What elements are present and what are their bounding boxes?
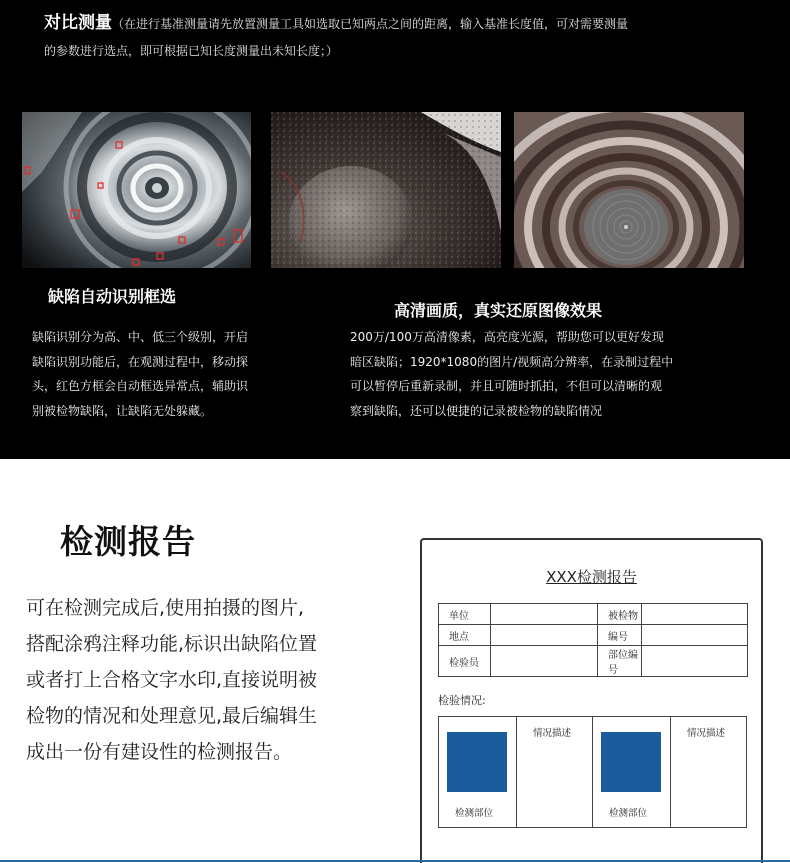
situation-box xyxy=(438,716,593,828)
report-section-title: 检测报告 xyxy=(60,522,196,561)
text-line: 搭配涂鸦注释功能,标识出缺陷位置 xyxy=(26,633,318,655)
text-line: 可在检测完成后,使用拍摄的图片, xyxy=(26,597,305,619)
text-line: 成出一份有建设性的检测报告。 xyxy=(26,741,293,763)
divider xyxy=(670,717,671,827)
report-info-table xyxy=(438,603,748,677)
situation-description-label: 情况描述 xyxy=(687,728,726,739)
report-description xyxy=(26,590,386,770)
report-doc-title: XXX检测报告 xyxy=(546,568,637,586)
table-row xyxy=(439,646,748,677)
table-cell-label: 编号 xyxy=(598,625,642,646)
table-cell-blank xyxy=(642,646,748,677)
hd-quality-photo-1 xyxy=(271,112,501,268)
text-line: 200万/100万高清像素，高亮度光源，帮助您可以更好发现 xyxy=(350,330,664,344)
inspection-photo-placeholder xyxy=(601,732,661,792)
table-cell-blank xyxy=(642,604,748,625)
measure-description-cont: 的参数进行选点，即可根据已知长度测量出未知长度；） xyxy=(44,44,339,58)
measure-heading xyxy=(44,8,764,33)
text-line: 检物的情况和处理意见,最后编辑生 xyxy=(26,705,318,727)
situation-label: 检验情况: xyxy=(438,694,486,707)
situation-description-label: 情况描述 xyxy=(533,728,572,739)
hd-quality-description xyxy=(350,325,760,423)
inspection-part-label: 检测部位 xyxy=(455,808,494,819)
measure-description: （在进行基准测量请先放置测量工具如选取已知两点之间的距离，输入基准长度值，可对需要测量 xyxy=(112,17,629,31)
hd-quality-photo-2 xyxy=(514,112,744,268)
text-line: 察到缺陷，还可以便捷的记录被检物的缺陷情况 xyxy=(350,403,603,418)
text-line: 或者打上合格文字水印,直接说明被 xyxy=(26,669,318,691)
divider xyxy=(516,717,517,827)
table-cell-label: 被检物 xyxy=(598,604,642,625)
text-line: 可以暂停后重新录制，并且可随时抓拍，不但可以清晰的观 xyxy=(350,379,663,393)
table-row xyxy=(439,625,748,646)
text-line: 缺陷识别功能后，在观测过程中，移动探 xyxy=(32,354,249,369)
defect-detection-description xyxy=(32,325,312,423)
table-cell-label: 检验员 xyxy=(439,646,491,677)
situation-box xyxy=(592,716,747,828)
defect-detection-title: 缺陷自动识别框选 xyxy=(48,287,177,306)
table-cell-blank xyxy=(491,625,598,646)
table-cell-label: 单位 xyxy=(439,604,491,625)
table-cell-label: 地点 xyxy=(439,625,491,646)
table-cell-blank xyxy=(642,625,748,646)
sample-report-document xyxy=(420,538,763,863)
table-row xyxy=(439,604,748,625)
table-cell-blank xyxy=(491,604,598,625)
table-cell-label: 部位编号 xyxy=(598,646,642,677)
text-line: 缺陷识别分为高、中、低三个级别，开启 xyxy=(32,330,249,344)
text-line: 别被检物缺陷，让缺陷无处躲藏。 xyxy=(32,403,213,418)
bottom-divider xyxy=(0,860,790,862)
measure-title: 对比测量 xyxy=(44,13,112,33)
text-line: 暗区缺陷；1920*1080的图片/视频高分辨率，在录制过程中 xyxy=(350,354,674,369)
text-line: 头，红色方框会自动框选异常点，辅助识 xyxy=(32,379,249,393)
table-cell-blank xyxy=(491,646,598,677)
inspection-photo-placeholder xyxy=(447,732,507,792)
inspection-part-label: 检测部位 xyxy=(609,808,648,819)
hd-quality-title: 高清画质，真实还原图像效果 xyxy=(394,301,603,320)
defect-detection-photo xyxy=(22,112,251,268)
